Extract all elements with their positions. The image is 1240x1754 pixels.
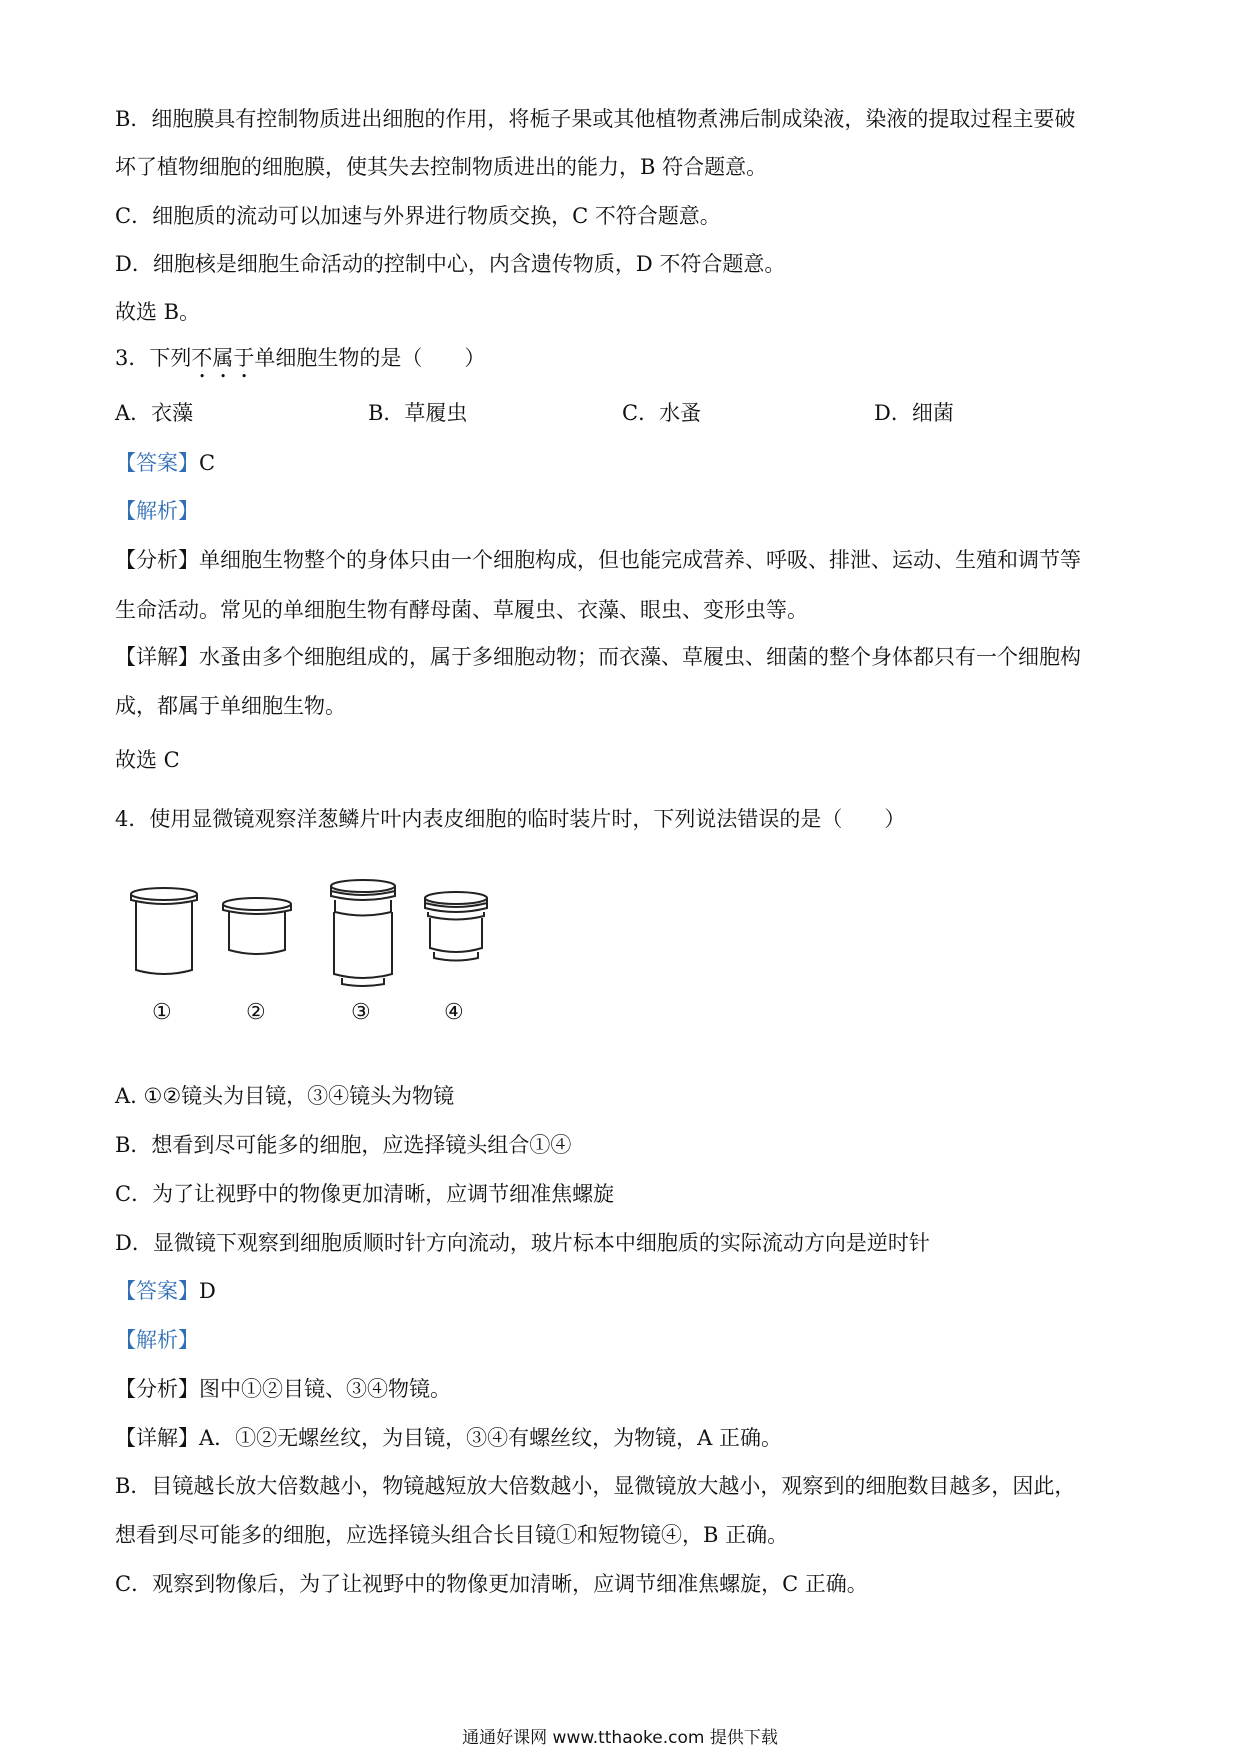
q4-xiangjie-a-text: A．①②无螺丝纹，为目镜，③④有螺丝纹，为物镜，A 正确。 xyxy=(199,1426,783,1450)
q3-analysis-tag xyxy=(115,497,199,525)
q4-answer xyxy=(115,1277,216,1305)
q3-xiangjie-text1: 水蚤由多个细胞组成的，属于多细胞动物；而衣藻、草履虫、细菌的整个身体都只有一个细胞构 xyxy=(199,645,1081,669)
q3-xiangjie-label: 【详解】 xyxy=(115,645,199,669)
q4-xiangjie-c: C．观察到物像后，为了让视野中的物像更加清晰，应调节细准焦螺旋，C 正确。 xyxy=(115,1572,868,1596)
q3-conclusion: 故选 C xyxy=(115,748,180,772)
q2-option-b-line1: B．细胞膜具有控制物质进出细胞的作用，将栀子果或其他植物煮沸后制成染液，染液的提取过程主要破 xyxy=(115,107,1076,131)
q4-option-d: D．显微镜下观察到细胞质顺时针方向流动，玻片标本中细胞质的实际流动方向是逆时针 xyxy=(115,1231,930,1255)
q3-xiangjie-line2: 成，都属于单细胞生物。 xyxy=(115,694,346,718)
q3-fenxi-line1 xyxy=(115,546,1081,574)
lens-label-3: ③ xyxy=(351,1000,371,1025)
q3-option-c: C．水蚤 xyxy=(622,401,702,425)
q4-answer-value: D xyxy=(199,1279,216,1303)
lens-label-2: ② xyxy=(246,1000,266,1025)
q3-analysis-label: 【解析】 xyxy=(115,499,199,523)
q3-option-a: A．衣藻 xyxy=(115,401,194,425)
lens-label-1: ① xyxy=(152,1000,172,1025)
q3-answer xyxy=(115,449,215,477)
q3-stem xyxy=(115,344,485,383)
q4-stem: 4．使用显微镜观察洋葱鳞片叶内表皮细胞的临时装片时，下列说法错误的是（ ） xyxy=(115,807,906,831)
lens-2-short-eyepiece xyxy=(223,898,291,954)
q4-xiangjie-b-line2: 想看到尽可能多的细胞，应选择镜头组合长目镜①和短物镜④，B 正确。 xyxy=(115,1523,789,1547)
q4-answer-tag: 【答案】 xyxy=(115,1279,199,1303)
q3-answer-tag: 【答案】 xyxy=(115,451,199,475)
q4-xiangjie-label: 【详解】 xyxy=(115,1426,199,1450)
microscope-lens-figure xyxy=(120,878,520,1038)
q2-option-d: D．细胞核是细胞生命活动的控制中心，内含遗传物质，D 不符合题意。 xyxy=(115,252,786,276)
lens-1-long-eyepiece xyxy=(131,888,197,974)
q2-conclusion: 故选 B。 xyxy=(115,300,201,324)
q4-option-c: C．为了让视野中的物像更加清晰，应调节细准焦螺旋 xyxy=(115,1182,615,1206)
q4-fenxi-label: 【分析】 xyxy=(115,1377,199,1401)
q3-xiangjie-line1 xyxy=(115,643,1081,671)
lens-label-4: ④ xyxy=(444,1000,464,1025)
q3-stem-suffix: 单细胞生物的是（ ） xyxy=(254,346,486,370)
lens-drawings xyxy=(120,878,520,988)
q3-fenxi-line2: 生命活动。常见的单细胞生物有酵母菌、草履虫、衣藻、眼虫、变形虫等。 xyxy=(115,598,808,622)
page-footer: 通通好课网 www.tthaoke.com 提供下载 xyxy=(462,1728,778,1748)
q3-stem-prefix: 3．下列 xyxy=(115,346,192,370)
q4-xiangjie-a xyxy=(115,1424,782,1452)
lens-3-long-objective xyxy=(331,880,395,986)
q3-answer-value: C xyxy=(199,451,216,475)
q4-option-a: A. ①②镜头为目镜，③④镜头为物镜 xyxy=(115,1084,455,1108)
q3-option-d: D．细菌 xyxy=(874,401,954,425)
lens-4-short-objective xyxy=(425,892,487,961)
q4-option-b: B．想看到尽可能多的细胞，应选择镜头组合①④ xyxy=(115,1133,572,1157)
q3-stem-emphasis: 不属于 xyxy=(191,346,255,370)
q4-xiangjie-b-line1: B．目镜越长放大倍数越小，物镜越短放大倍数越小，显微镜放大越小，观察到的细胞数目越多，因此， xyxy=(115,1474,1076,1498)
q2-option-c: C．细胞质的流动可以加速与外界进行物质交换，C 不符合题意。 xyxy=(115,204,721,228)
q4-analysis-tag xyxy=(115,1326,199,1354)
q3-option-b: B．草履虫 xyxy=(368,401,468,425)
q4-fenxi-text: 图中①②目镜、③④物镜。 xyxy=(199,1377,451,1401)
q4-analysis-label: 【解析】 xyxy=(115,1328,199,1352)
q2-option-b-line2: 坏了植物细胞的细胞膜，使其失去控制物质进出的能力，B 符合题意。 xyxy=(115,155,768,179)
q4-fenxi xyxy=(115,1375,451,1403)
q3-fenxi-text1: 单细胞生物整个的身体只由一个细胞构成，但也能完成营养、呼吸、排泄、运动、生殖和调节等 xyxy=(199,548,1081,572)
q3-fenxi-label: 【分析】 xyxy=(115,548,199,572)
